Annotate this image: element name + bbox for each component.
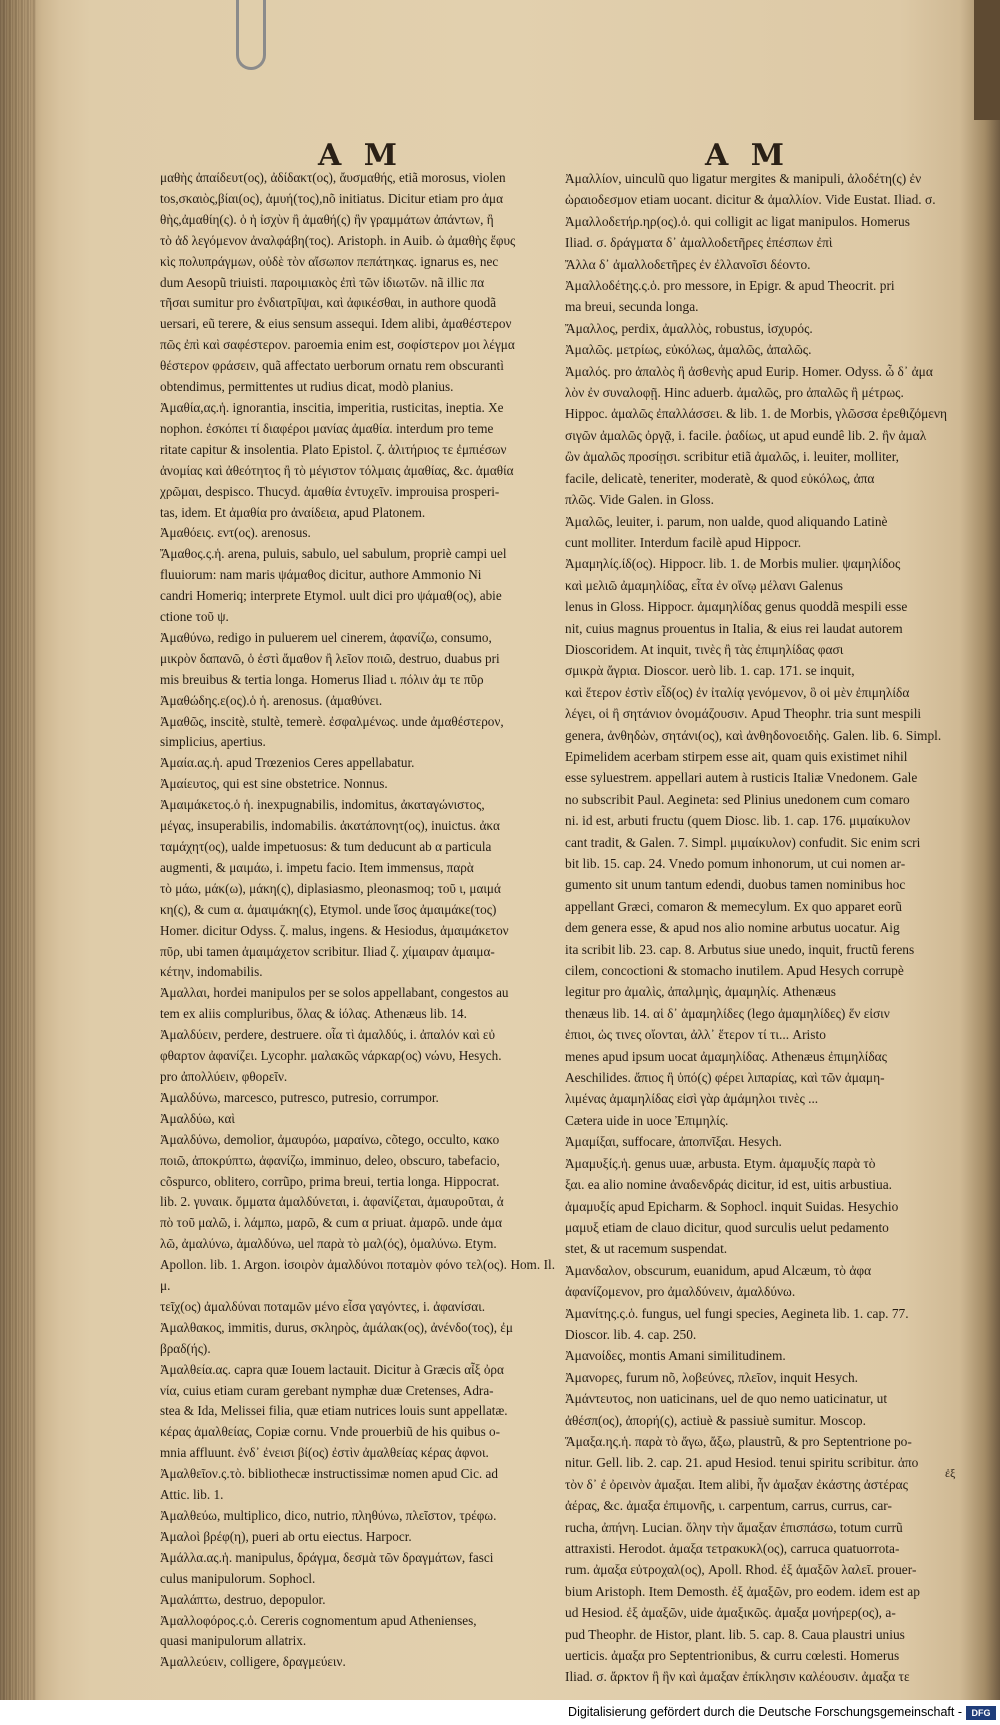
- text-line: legitur pro ἀμαλὶς, ἀπαλμηὶς, ἀμαμηλίς. Athenæus: [565, 984, 836, 1000]
- text-line: ctione τοῦ ψ.: [160, 609, 229, 625]
- text-line: κη(ς), & cum α. ἀμαιμάκη(ς), Etymol. unde ἴσος ἀμαιμάκε(τος): [160, 901, 497, 917]
- text-line: Iliad. σ. ἄρκτον ἢ ἣν καὶ ἀμαξαν ἐπίκλησιν καλέουσιν. ἀμαξα τε: [565, 1669, 910, 1685]
- text-line: ταμάχητ(ος), ualde impetuosus: & tum deducunt ab α particula: [160, 839, 492, 854]
- text-line: Ἀμαλάπτω, destruo, depopulor.: [160, 1591, 326, 1607]
- text-line: tos,σκαιὸς,βίαι(ος), ἀμυή(τος),nõ initiatus. Dicitur etiam pro ἀμα: [160, 190, 503, 206]
- text-line: mnia affluunt. ἐνδ᾽ ἐνεισι βί(ος) ἐστὶν ἀμαλθείας κέρας ἀφνοι.: [160, 1445, 489, 1461]
- text-line: attraxisti. Herodot. ἀμαξα τετρακυκλ(ος), carruca quatuorrota-: [565, 1541, 900, 1556]
- text-line: Ἀμαθύνω, redigo in puluerem uel cinerem, ἀφανίζω, consumo,: [160, 629, 492, 645]
- text-line: πῦρ, ubi tamen ἀμαιμάχετον scribitur. Iliad ζ. χίμαιραν ἀμαιμα-: [160, 943, 495, 959]
- text-line: Ἀμαθία,ας.ἡ. ignorantia, inscitia, imperitia, rusticitas, ineptia. Xe: [160, 399, 504, 415]
- text-line: τὸν δ᾽ ἐ ὀρεινὸν ἀμαξαι. Item alibi, ἦν ἀμαξαν ἐκάστης ἀστέρας: [565, 1476, 908, 1492]
- text-line: ἀφανίζομενον, pro ἀμαλδύνειν, ἀμαλδύνω.: [565, 1284, 796, 1300]
- text-line: stea & Ida, Melissei filia, quæ etiam nutrices louis sunt appellatæ.: [160, 1403, 508, 1419]
- text-line: Ἄμαλλος, perdix, ἀμαλλὸς, robustus, ἰσχυρός.: [565, 320, 813, 336]
- text-line: uersari, eũ terere, & eius sensum assequi. Idem alibi, ἀμαθέστερον: [160, 316, 512, 332]
- text-line: quasi manipulorum allatrix.: [160, 1633, 307, 1649]
- text-line: Ἀμαλθεία.ας. capra quæ Iouem lactauit. Dicitur à Græcis αἶξ ὀρα: [160, 1361, 504, 1377]
- text-line: Epimelidem acerbam stirpem esse ait, quam quis existimet nihil: [565, 748, 908, 764]
- text-line: λὸν ἐν συναλοφῇ. Hinc aduerb. ἀμαλῶς, pro ἀπαλῶς ἢ μέτρως.: [565, 385, 904, 401]
- text-line: Ἀμαμίξαι, suffocare, ἀποπνῖξαι. Hesych.: [565, 1134, 782, 1150]
- text-line: Ἀμαμυξίς.ἡ. genus uuæ, arbusta. Etym. ἀμαμυξίς παρὰ τὸ: [565, 1155, 876, 1171]
- text-line: μαθὴς ἀπαίδευτ(ος), ἀδίδακτ(ος), ἄυσμαθής, etiã morosus, violen: [160, 170, 506, 185]
- text-line: μικρὸν δαπανῶ, ὁ ἐστὶ ἄμαθον ἢ λεῖον ποιῶ, destruo, duabus pri: [160, 650, 500, 666]
- text-line: dem genera esse, & apud nos alio nomine arbutus uocatur. Aig: [565, 920, 900, 936]
- text-line: Ἀμαλθακος, immitis, durus, σκληρὸς, ἀμάλακ(ος), ἀνένδο(τος), ἐμ: [160, 1319, 513, 1335]
- text-line: μέγας, insuperabilis, indomabilis. ἀκατάπονητ(ος), inuictus. ἀκα: [160, 818, 500, 834]
- text-line: Ἀμάλλα.ας.ἡ. manipulus, δράγμα, δεσμὰ τῶν δραγμάτων, fasci: [160, 1549, 494, 1565]
- text-line: Ἀμαλός. pro ἀπαλὸς ἢ ἀσθενὴς apud Eurip. Homer. Odyss. ὦ δ᾽ ἀμα: [565, 363, 933, 379]
- text-line: λέγει, οἱ ἢ σητάνιον ὀνομάζουσιν. Apud Theophr. tria sunt mespili: [565, 706, 922, 722]
- text-line: Hippoc. ἀμαλῶς ἐπαλλάσσει. & lib. 1. de Morbis, γλῶσσα ἐρεθιζόμενη: [565, 406, 947, 422]
- text-line: Homer. dicitur Odyss. ζ. malus, ingens. & Hesiodus, ἀμαιμάκετον: [160, 922, 509, 938]
- text-line: mis breuibus & tertia longa. Homerus Iliad ι. πόλιν ἀμ τε πῦρ: [160, 671, 484, 687]
- left-column: [160, 168, 555, 1673]
- text-line: cõspurco, oblitero, corrũpo, prima breui, tertia longa. Hippocrat.: [160, 1173, 500, 1189]
- page-edge: [0, 0, 36, 1700]
- text-line: ξαι. ea alio nomine ἀναδενδράς dicitur, id est, uitis arbustiua.: [565, 1177, 892, 1193]
- text-line: Ἄμαθος.ς.ἡ. arena, puluis, sabulo, uel sabulum, propriè campi uel: [160, 546, 507, 562]
- text-line: cant tradit, & Galen. 7. Simpl. μιμαίκυλον) confudit. Sic enim scri: [565, 834, 921, 850]
- text-line: ποιῶ, ἀποκρύπτω, ἀφανίζω, imminuo, deleo, obscuro, tabefacio,: [160, 1152, 500, 1168]
- text-line: stet, & ut racemum suspendat.: [565, 1241, 728, 1257]
- text-line: genera, ἀνθηδὼν, σητάνι(ος), καὶ ἀνθηδονοειδὴς. Galen. lib. 6. Simpl.: [565, 727, 942, 743]
- text-line: Ἀμαλθεῖον.ς.τὸ. bibliothecæ instructissimæ nomen apud Cic. ad: [160, 1466, 498, 1482]
- text-line: τῆσαι sumitur pro ἐνδιατρῖψαι, καὶ ἀφικέσθαι, in authore quodã: [160, 295, 497, 311]
- text-line: Attic. lib. 1.: [160, 1487, 224, 1503]
- text-line: tem ex aliis compluribus, ὅλας & ἰόλας. Athenæus lib. 14.: [160, 1006, 467, 1022]
- text-line: Ἀμαλδύω, καὶ: [160, 1110, 235, 1126]
- text-line: fluuiorum: nam maris ψάμαθος dicitur, authore Ammonio Ni: [160, 567, 482, 583]
- text-line: Dioscor. lib. 4. cap. 250.: [565, 1326, 697, 1342]
- text-line: appellant Græci, comaron & memecylum. Ex quo apparet eorũ: [565, 898, 902, 914]
- text-line: rucha, ἀπήνη. Lucian. ὅλην τὴν ἄμαξαν ἐπισπάσω, totum currũ: [565, 1519, 903, 1535]
- text-line: τεῖχ(ος) ἀμαλδύναι ποταμῶν μένο εἶσα γαγόντες, i. ἀφανίσαι.: [160, 1298, 486, 1314]
- text-line: φθαρτον ἀφανίζει. Lycophr. μαλακῶς νάρκαρ(ος) νώνυ, Hesych.: [160, 1048, 502, 1064]
- text-line: Iliad. σ. δράγματα δ᾽ ἀμαλλοδετῆρες ἐπέσπων ἐπὶ: [565, 235, 833, 251]
- text-line: gumento sit unum tantum edendi, duobus tamen nominibus hoc: [565, 877, 906, 893]
- text-line: σιγῶν ἀμαλῶς ὀργᾷ, i. facile. ῥαδίως, ut apud eundê lib. 2. ἢν ἀμαλ: [565, 427, 927, 443]
- text-line: ὡραιοδεσμον etiam uocant. dicitur & ἀμαλλίον. Vide Eustat. Iliad. σ.: [565, 192, 936, 208]
- footer-credit: Digitalisierung gefördert durch die Deutsche Forschungsgemeinschaft -: [568, 1705, 962, 1719]
- text-line: augmenti, & μαιμάω, i. impetu facio. Item immensus, παρὰ: [160, 859, 474, 875]
- text-line: esse syluestrem. appellari autem à rusticis Italiæ Vnedonem. Gale: [565, 770, 918, 786]
- text-line: θὴς,ἀμαθίη(ς). ὁ ἡ ἰσχὺν ἢ ἀμαθή(ς) ἣν γραμμάτων ἀπάντων, ἢ: [160, 211, 494, 227]
- text-line: Ἀμάντευτος, non uaticinans, uel de quo nemo uaticinatur, ut: [565, 1391, 888, 1407]
- text-line: ἀέρας, &c. ἀμαξα ἐπιμονῆς, ι. carpentum, carrus, currus, car-: [565, 1498, 892, 1514]
- text-line: Ἀμαλδύειν, perdere, destruere. οἷα τὶ ἀμαλδύς, i. ἀπαλόν καὶ εὐ: [160, 1027, 495, 1043]
- text-line: Cætera uide in uoce Ἐπιμηλίς.: [565, 1112, 729, 1128]
- text-line: καὶ ἕτερον ἐστὶν εἶδ(ος) ἐν ἰταλίᾳ γενόμενον, ὃ οἱ μὲν ἐπιμηλίδα: [565, 684, 910, 700]
- text-line: μαμυξ etiam de clauo dicitur, quod surculis uelut pedamento: [565, 1219, 889, 1235]
- text-line: bium Aristoph. Item Demosth. ἐξ ἀμαξῶν, pro eodem. idem est ap: [565, 1583, 920, 1599]
- text-line: τὸ μάω, μάκ(ω), μάκη(ς), diplasiasmo, pleonasmoq; τοῦ ι, μαιμά: [160, 880, 501, 896]
- text-line: rum. ἀμαξα εὐτροχαλ(ος), Apoll. Rhod. ἐξ ἀμαξῶν λαλεῖ. prouer-: [565, 1562, 917, 1578]
- text-line: Ἀμαλῶς, leuiter, i. parum, non ualde, quod aliquando Latinè: [565, 513, 888, 529]
- text-line: Ἀμανοίδες, montis Amani similitudinem.: [565, 1348, 786, 1364]
- text-line: tas, idem. Et ἀμαθία pro ἀναίδεια, apud Platonem.: [160, 504, 426, 520]
- text-line: Ἀμαλλίον, uinculũ quo ligatur mergites & manipuli, ἀλοδέτη(ς) ἐν: [565, 171, 922, 186]
- text-line: Ἀμαλῶς. μετρίως, εὐκόλως, ἀμαλῶς, ἀπαλῶς.: [565, 342, 812, 358]
- text-line: Ἀμαιμάκετος.ὁ ἡ. inexpugnabilis, indomitus, ἀκαταγώνιστος,: [160, 797, 485, 813]
- text-line: ἐπιοι, ὡς τινες οἴονται, ἀλλ᾽ ἕτερον τί τι... Aristo: [565, 1027, 826, 1043]
- text-line: τὸ ἀδ λεγόμενον ἀναλφάβη(τος). Aristoph. in Auib. ὡ ἀμαθὴς ἔφυς: [160, 232, 516, 248]
- text-line: λῶ, ἀμαλύνω, ἀμαλδύνω, uel παρὰ τὸ μαλ(ός), ὁμαλύνω. Etym.: [160, 1236, 497, 1252]
- text-line: Ἀμανίτης.ς.ὁ. fungus, uel fungi species, Aegineta lib. 1. cap. 77.: [565, 1305, 909, 1321]
- text-line: χρῶμαι, despisco. Thucyd. ἀμαθία ἐντυχεῖν. improuisa prosperi-: [160, 483, 500, 499]
- text-line: κὶς πολυπράγμων, οὐδὲ τὸν αἴσωπον πεπάτηκας. ignarus es, nec: [160, 253, 499, 269]
- text-line: simplicius, apertius.: [160, 734, 266, 750]
- text-line: candri Homeriq; interprete Etymol. uult dici pro ψάμαθ(ος), abie: [160, 588, 502, 604]
- text-line: θέστερον φράσειν, quã affectato uerborum ornatu rem obscurantì: [160, 358, 504, 374]
- text-line: Ἀμαλοὶ βρέφ(η), pueri ab ortu eiectus. Harpocr.: [160, 1528, 412, 1544]
- text-line: Ἀμαλλοφόρος.ς.ὁ. Cereris cognomentum apud Athenienses,: [160, 1612, 477, 1628]
- text-line: no subscribit Paul. Aegineta: sed Plinius unedonem cum comaro: [565, 791, 910, 807]
- text-line: ita scribit lib. 23. cap. 8. Arbutus siue unedo, inquit, fructũ ferens: [565, 941, 915, 957]
- text-line: καὶ μελιῶ ἀμαμηλίδας, εἶτα ἐν οἴνῳ μέλανι Galenus: [565, 577, 844, 593]
- text-line: facile, delicatè, teneriter, moderatè, & quod εὐκόλως, ἀπα: [565, 470, 875, 486]
- text-line: culus manipulorum. Sophocl.: [160, 1570, 316, 1586]
- text-line: νία, cuius etiam curam gerebant nymphæ duæ Cretenses, Adra-: [160, 1382, 494, 1398]
- text-line: lenus in Gloss. Hippocr. ἀμαμηλίδας genus quoddã mespili esse: [565, 599, 908, 615]
- text-line: Ἀμαμηλίς.ίδ(ος). Hippocr. lib. 1. de Morbis mulier. ψαμηλίδος: [565, 556, 901, 572]
- text-line: σμικρὰ ἄγρια. Dioscor. uerò lib. 1. cap. 171. se inquit,: [565, 663, 855, 679]
- text-line: nit, cuius magnus prouentus in Italia, & eius rei laudat autorem: [565, 620, 903, 636]
- text-line: λιμένας ἀμαμηλίδας εἰσὶ γὰρ ἀμάμηλοι τινὲς ...: [565, 1091, 819, 1107]
- text-line: Ἄλλα δ᾽ ἀμαλλοδετῆρες ἐν ἐλλανοῖσι δέοντο.: [565, 256, 811, 272]
- text-line: βραδ(ής).: [160, 1340, 211, 1356]
- text-line: lib. 2. γυναικ. ὄμματα ἀμαλδύνεται, i. ἀφανίζεται, ἀμαυροῦται, ἀ: [160, 1194, 504, 1210]
- text-line: Ἀμαλλοδέτης.ς.ὁ. pro messore, in Epigr. & apud Theocrit. pri: [565, 278, 895, 294]
- text-line: thenæus lib. 14. αἱ δ᾽ ἀμαμηλίδες (lego ἀμαμηλίδες) ἕν εἰσιν: [565, 1005, 890, 1021]
- text-line: Ἅμαξα.ης.ἡ. παρὰ τὸ ἄγω, ἄξω, plaustrũ, & pro Septentrione po-: [565, 1433, 912, 1449]
- text-line: cilem, concoctioni & stomacho inutilem. Apud Hesych corrupè: [565, 963, 904, 979]
- text-line: Ἀμαθῶς, inscitè, stultè, temerè. ἐσφαλμένως. unde ἀμαθέστερον,: [160, 713, 504, 729]
- text-line: obtendimus, permittentes ut rudius dicat, modò planius.: [160, 379, 454, 395]
- text-line: Apollon. lib. 1. Argon. ἰσοιρὸν ἀμαλδύνοι ποταμὸν φόνο τελ(ος). Hom. Il. μ.: [160, 1257, 555, 1294]
- paper-clip: [236, 0, 266, 70]
- text-line: Ἀμαθώδης.ε(ος).ὁ ἡ. arenosus. (ἀμαθύνει.: [160, 692, 383, 708]
- text-line: ma breui, secunda longa.: [565, 299, 699, 315]
- text-line: nophon. ἐσκόπει τί διαφέροι μανίας ἀμαθία. interdum pro teme: [160, 420, 494, 436]
- text-line: ὢν ἀμαλῶς προσίῃσι. scribitur etiã ἀμαλῶς, i. leuiter, molliter,: [565, 449, 900, 465]
- text-line: Dioscoridem. At inquit, τινὲς ἢ τὰς ἐπιμηλίδας φασι: [565, 641, 844, 657]
- text-line: ud Hesiod. ἐξ ἀμαξῶν, uide ἀμαξικῶς. ἀμαξα μονήρερ(ος), a-: [565, 1605, 896, 1621]
- text-line: cunt molliter. Interdum facilè apud Hippocr.: [565, 534, 802, 550]
- text-line: uerticis. ἀμαξα pro Septentrionibus, & curru cœlesti. Homerus: [565, 1648, 900, 1664]
- text-line: κέτην, indomabilis.: [160, 964, 263, 980]
- text-line: pro ἀπολλύειν, φθορεῖν.: [160, 1068, 288, 1084]
- catchword: ἐξ: [945, 1466, 956, 1480]
- text-line: nitur. Gell. lib. 2. cap. 21. apud Hesiod. tenui spiritu scribitur. ἀπο: [565, 1455, 919, 1471]
- left-column-header: A M: [318, 138, 403, 173]
- text-line: ritate capitur & insolentia. Plato Epistol. ζ. ἀλιτήριος τε ἐμπιέσων: [160, 441, 507, 457]
- text-line: ἀνομίας καὶ ἀθεότητος ἢ τὸ μέγιστον τόλμαις ἀμαθίας, &c. ἀμαθία: [160, 462, 514, 478]
- text-line: Ἀμαλλεύειν, colligere, δραγμεύειν.: [160, 1654, 346, 1670]
- text-line: menes apud ipsum uocat ἀμαμηλίδας. Athenæus ἐπιμηλίδας: [565, 1048, 887, 1064]
- text-line: Ἀμαία.ας.ἡ. apud Trœzenios Ceres appellabatur.: [160, 755, 415, 771]
- text-line: ni. id est, arbuti fructu (quem Diosc. lib. 1. cap. 176. μιμαίκυλον: [565, 813, 911, 829]
- bookmark-tab: [974, 0, 1000, 120]
- text-line: πλῶς. Vide Galen. in Gloss.: [565, 492, 714, 508]
- text-line: Ἀμαλθεύω, multiplico, dico, nutrio, πληθύνω, πλεῖστον, τρέφω.: [160, 1508, 497, 1523]
- text-line: ἀμαμυξίς apud Epicharm. & Sophocl. inquit Suidas. Hesychio: [565, 1198, 899, 1214]
- text-line: Ἀμαίευτος, qui est sine obstetrice. Nonnus.: [160, 776, 388, 792]
- text-line: Aeschilides. ἄπιος ἢ ὑπό(ς) φέρει λιπαρίας, καὶ τῶν ἀμαμη-: [565, 1070, 885, 1086]
- text-line: ἀθέσπ(ος), ἀπορή(ς), actiuè & passiuè sumitur. Moscop.: [565, 1412, 866, 1428]
- dfg-logo: DFG: [966, 1706, 996, 1720]
- text-line: Ἀμαθόεις. εντ(ος). arenosus.: [160, 525, 311, 541]
- right-column: [565, 168, 985, 1688]
- text-line: πῶς ἐπὶ καὶ σαφέστερον. paroemia enim est, σοφίστερον μοι λέγμα: [160, 337, 515, 353]
- text-line: Ἀμαλδύνω, marcesco, putresco, putresio, corrumpor.: [160, 1089, 439, 1105]
- text-line: pud Theophr. de Histor, plant. lib. 5. cap. 8. Caua plaustri unius: [565, 1626, 905, 1642]
- text-line: Ἀμανορες, furum nõ, λοβεύνες, πλεῖον, inquit Hesych.: [565, 1369, 859, 1385]
- text-line: dum Aesopũ triuisti. παροιμιακὸς ἐπὶ τῶν ἰδιωτῶν. nã illic πα: [160, 274, 485, 290]
- text-line: Ἀμαλλοδετήρ.ηρ(ος).ὁ. qui colligit ac ligat manipulos. Homerus: [565, 213, 910, 229]
- text-line: Ἀμαλλαι, hordei manipulos per se solos appellabant, congestos au: [160, 985, 509, 1001]
- text-line: κέρας ἀμαλθείας, Copiæ cornu. Vnde prouerbiũ de his quibus o-: [160, 1424, 501, 1440]
- text-line: Ἀμαλδύνω, demolior, ἀμαυρόω, μαραίνω, cõtego, occulto, κακο: [160, 1131, 500, 1147]
- right-column-header: A M: [705, 138, 790, 173]
- text-line: πὸ τοῦ μαλῶ, i. λάμπω, μαρῶ, & cum α priuat. ἀμαρῶ. unde ἀμα: [160, 1215, 502, 1231]
- text-line: Ἀμανδαλον, obscurum, euanidum, apud Alcæum, τὸ ἀφα: [565, 1262, 872, 1278]
- text-line: bit lib. 15. cap. 24. Vnedo pomum inhonorum, ut cui nomen ar-: [565, 856, 906, 871]
